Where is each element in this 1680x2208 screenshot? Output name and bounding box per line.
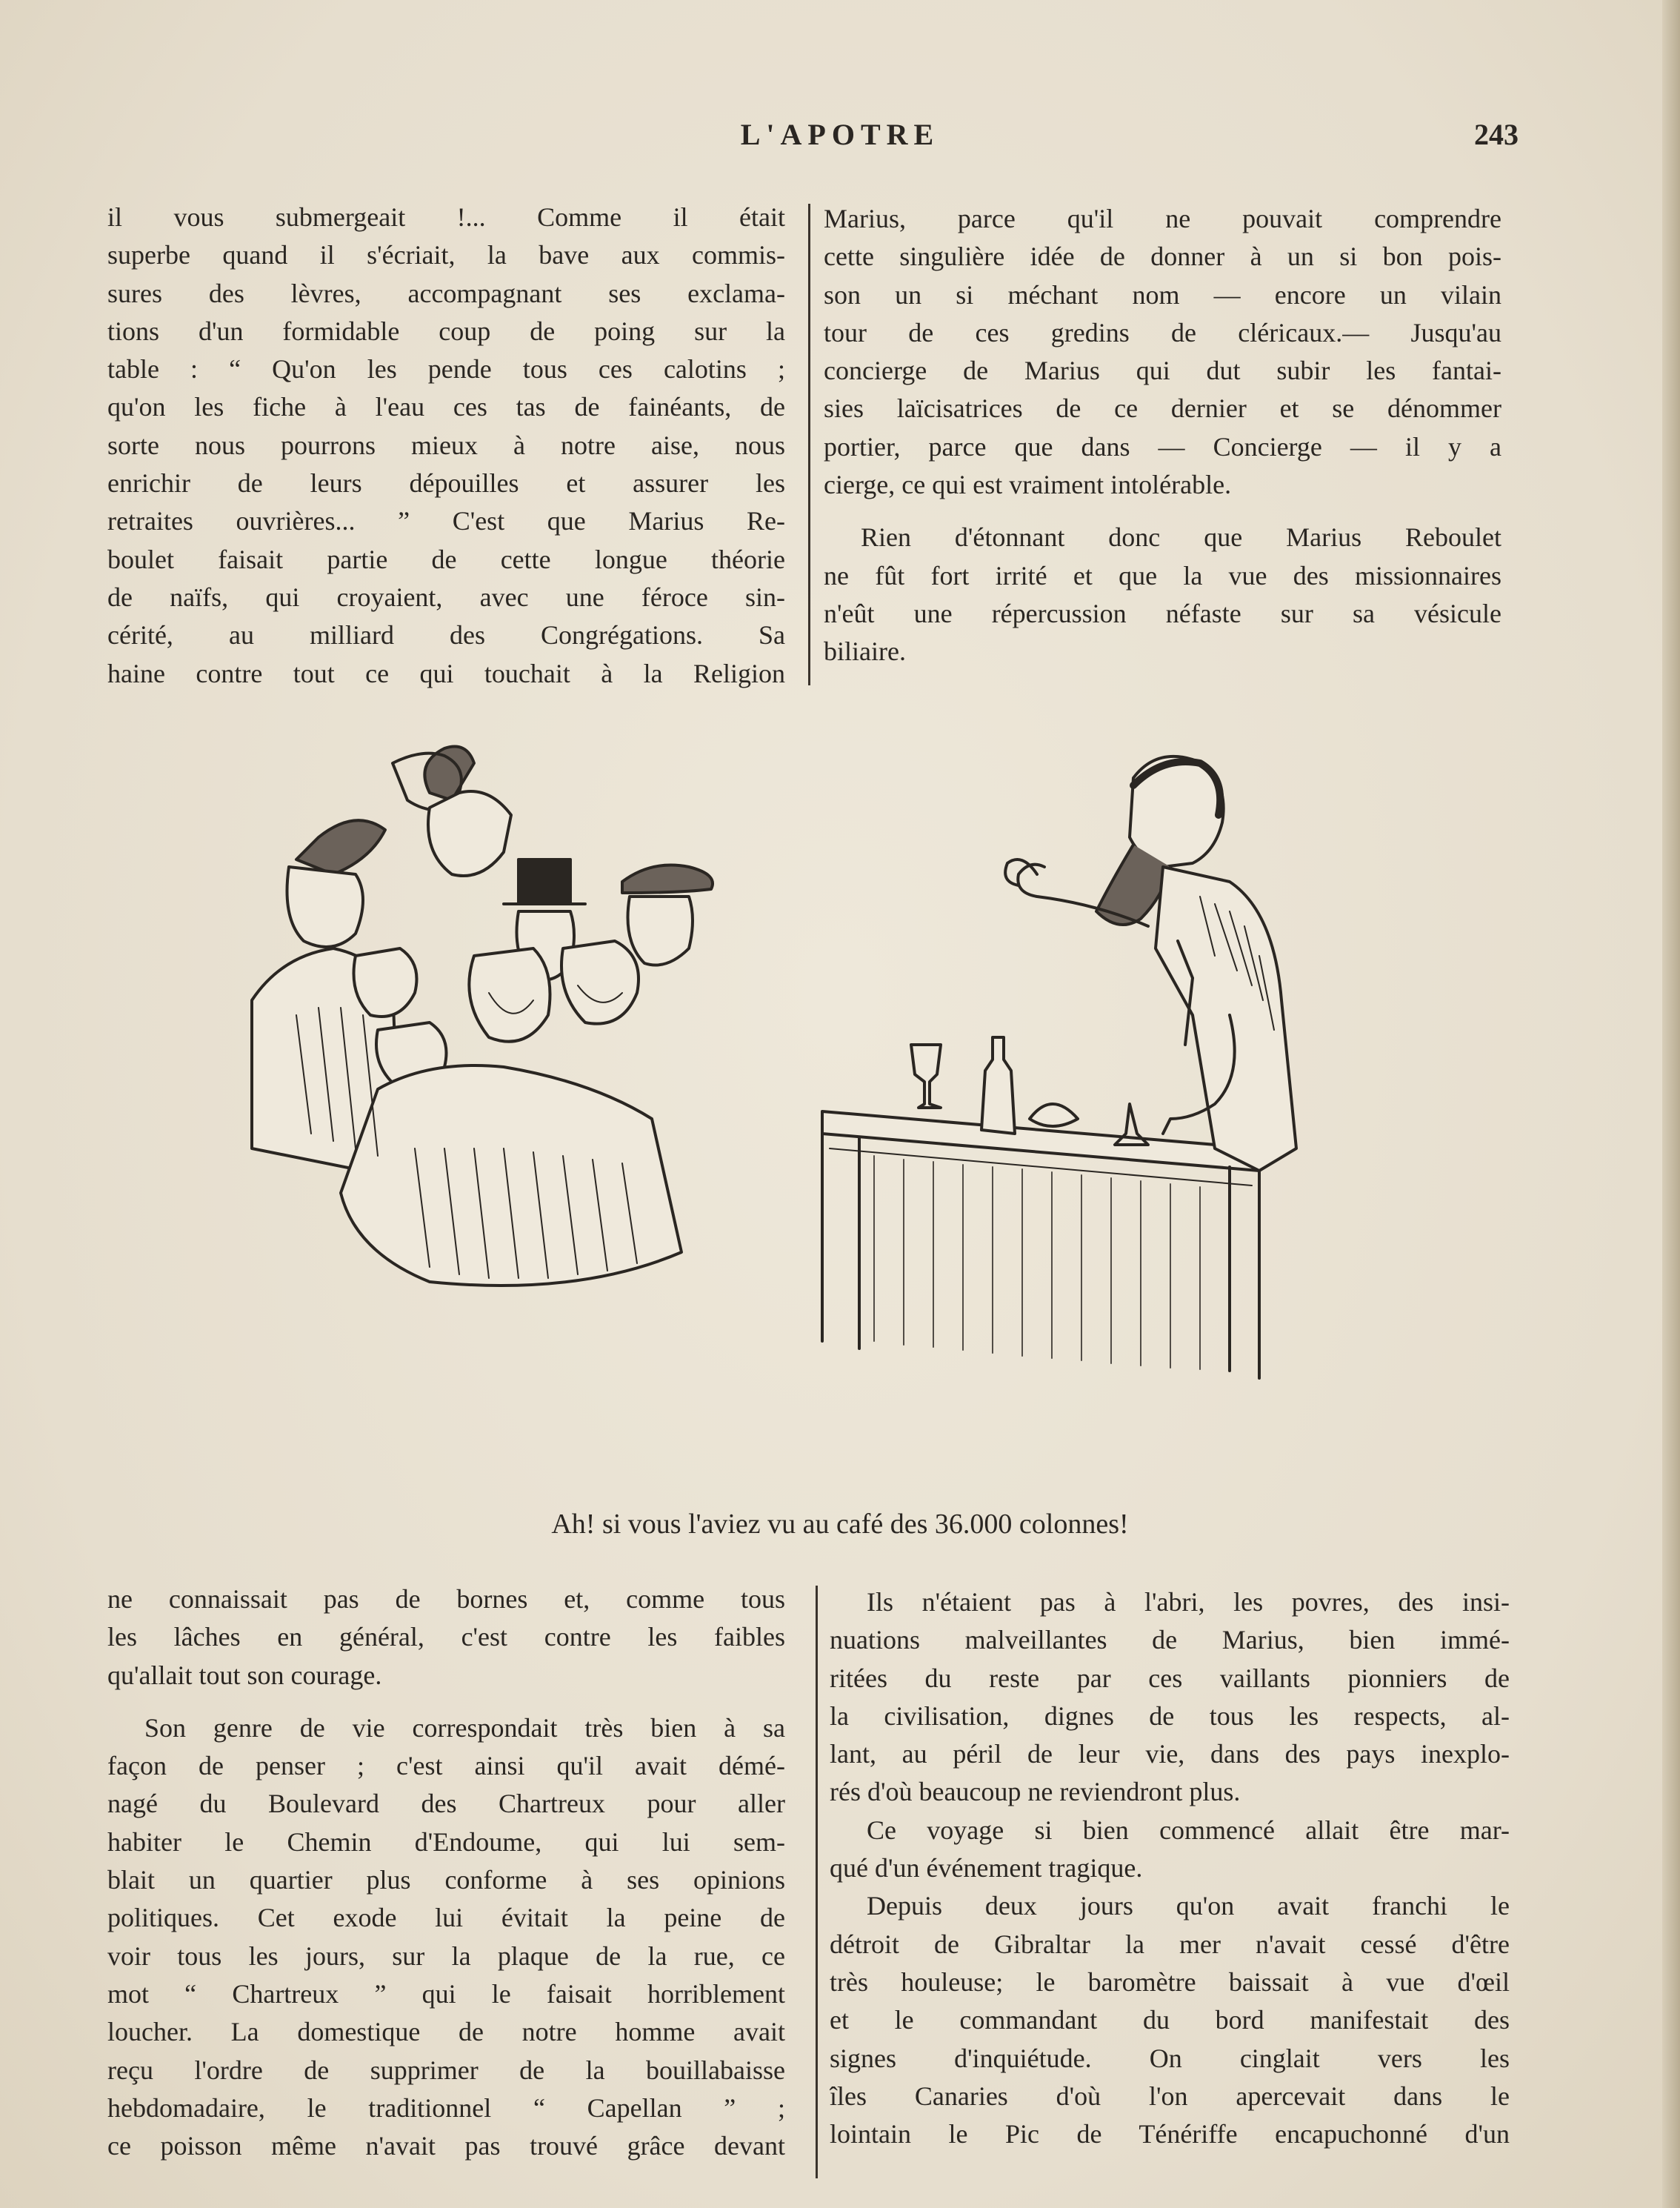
text-line: biliaire. xyxy=(824,636,906,667)
text-line: signes d'inquiétude. On cinglait vers les xyxy=(830,2043,1510,2073)
text-line: lointain le Pic de Ténériffe encapuchonné d'un xyxy=(830,2119,1510,2149)
text-line: et le commandant du bord manifestait des xyxy=(830,2005,1510,2035)
paragraph-gap xyxy=(107,1695,785,1709)
text-line: ne connaissait pas de bornes et, comme tous xyxy=(107,1584,785,1614)
paragraph-gap xyxy=(824,504,1501,519)
text-line: portier, parce que dans — Concierge — il y a xyxy=(824,431,1501,462)
text-line: Rien d'étonnant donc que Marius Reboulet xyxy=(861,522,1501,553)
text-line: mot “ Chartreux ” qui le faisait horriblement xyxy=(107,1978,785,2009)
text-line: retraites ouvrières... ” C'est que Marius Re- xyxy=(107,506,785,536)
page-number: 243 xyxy=(1474,118,1519,151)
text-line: blait un quartier plus conforme à ses opinions xyxy=(107,1865,785,1895)
column-rule-top xyxy=(808,204,810,685)
text-line: boulet faisait partie de cette longue théorie xyxy=(107,544,785,574)
text-line: sures des lèvres, accompagnant ses exclama- xyxy=(107,278,785,308)
text-line: les lâches en général, c'est contre les faibles xyxy=(107,1622,785,1652)
text-line: qu'on les fiche à l'eau ces tas de fainéants, de xyxy=(107,392,785,422)
illustration-caption: Ah! si vous l'aviez vu au café des 36.000 colonnes! xyxy=(551,1509,1129,1540)
text-line: sorte nous pourrons mieux à notre aise, nous xyxy=(107,430,785,460)
text-line: cierge, ce qui est vraiment intolérable. xyxy=(824,470,1232,500)
column-top-right xyxy=(824,200,1501,671)
text-line: ne fût fort irrité et que la vue des missionnaires xyxy=(824,560,1501,591)
text-line: qué d'un événement tragique. xyxy=(830,1853,1143,1883)
text-line: table : “ Qu'on les pende tous ces calotins ; xyxy=(107,354,785,385)
text-line: voir tous les jours, sur la plaque de la rue, ce xyxy=(107,1941,785,1971)
text-line: rés d'où beaucoup ne reviendront plus. xyxy=(830,1777,1241,1807)
text-line: la civilisation, dignes de tous les respects, al- xyxy=(830,1700,1510,1731)
text-line: cette singulière idée de donner à un si bon pois- xyxy=(824,242,1501,272)
crowd-figures xyxy=(252,747,713,1286)
column-bottom-right xyxy=(830,1583,1510,2153)
text-line: haine contre tout ce qui touchait à la Religion xyxy=(107,658,785,688)
table xyxy=(822,1111,1259,1378)
text-line: Ils n'étaient pas à l'abri, les povres, des insi- xyxy=(867,1587,1510,1617)
running-header-title: L'APOTRE xyxy=(740,118,940,151)
text-line: il vous submergeait !... Comme il était xyxy=(107,202,785,232)
text-line: habiter le Chemin d'Endoume, qui lui sem- xyxy=(107,1826,785,1857)
text-line: superbe quand il s'écriait, la bave aux commis- xyxy=(107,240,785,270)
text-line: n'eût une répercussion néfaste sur sa vésicule xyxy=(824,598,1501,628)
text-line: son un si méchant nom — encore un vilain xyxy=(824,279,1501,310)
text-line: nuations malveillantes de Marius, bien immé- xyxy=(830,1625,1510,1655)
text-line: qu'allait tout son courage. xyxy=(107,1660,382,1690)
illustration-cafe-scene xyxy=(207,734,1407,1474)
text-line: politiques. Cet exode lui évitait la peine de xyxy=(107,1903,785,1933)
column-bottom-left xyxy=(107,1580,785,2165)
text-line: Ce voyage si bien commencé allait être mar- xyxy=(867,1815,1510,1845)
text-line: détroit de Gibraltar la mer n'avait cessé d'être xyxy=(830,1929,1510,1959)
text-line: Depuis deux jours qu'on avait franchi le xyxy=(867,1891,1510,1921)
text-line: reçu l'ordre de supprimer de la bouillabaisse xyxy=(107,2055,785,2085)
text-line: Son genre de vie correspondait très bien à sa xyxy=(144,1712,785,1743)
page-edge xyxy=(1662,0,1680,2208)
text-line: cérité, au milliard des Congrégations. Sa xyxy=(107,620,785,651)
text-line: tour de ces gredins de cléricaux.— Jusqu'au xyxy=(824,317,1501,348)
column-rule-bottom xyxy=(816,1586,818,2178)
text-line: ritées du reste par ces vaillants pionniers de xyxy=(830,1663,1510,1693)
column-top-left xyxy=(107,199,785,693)
text-line: nagé du Boulevard des Chartreux pour aller xyxy=(107,1789,785,1819)
text-line: très houleuse; le baromètre baissait à vue d'œil xyxy=(830,1966,1510,1997)
text-line: tions d'un formidable coup de poing sur la xyxy=(107,316,785,346)
text-line: ce poisson même n'avait pas trouvé grâce devant xyxy=(107,2131,785,2161)
text-line: sies laïcisatrices de ce dernier et se dénommer xyxy=(824,393,1501,424)
text-line: lant, au péril de leur vie, dans des pays inexplo- xyxy=(830,1739,1510,1769)
text-line: enrichir de leurs dépouilles et assurer les xyxy=(107,468,785,499)
text-line: Marius, parce qu'il ne pouvait comprendre xyxy=(824,204,1501,233)
text-line: concierge de Marius qui dut subir les fantai- xyxy=(824,356,1501,386)
text-line: de naïfs, qui croyaient, avec une féroce sin- xyxy=(107,582,785,612)
text-line: îles Canaries d'où l'on apercevait dans le xyxy=(830,2081,1510,2111)
text-line: façon de penser ; c'est ainsi qu'il avait démé- xyxy=(107,1751,785,1781)
text-line: loucher. La domestique de notre homme avait xyxy=(107,2017,785,2047)
text-line: hebdomadaire, le traditionnel “ Capellan ” ; xyxy=(107,2092,785,2123)
